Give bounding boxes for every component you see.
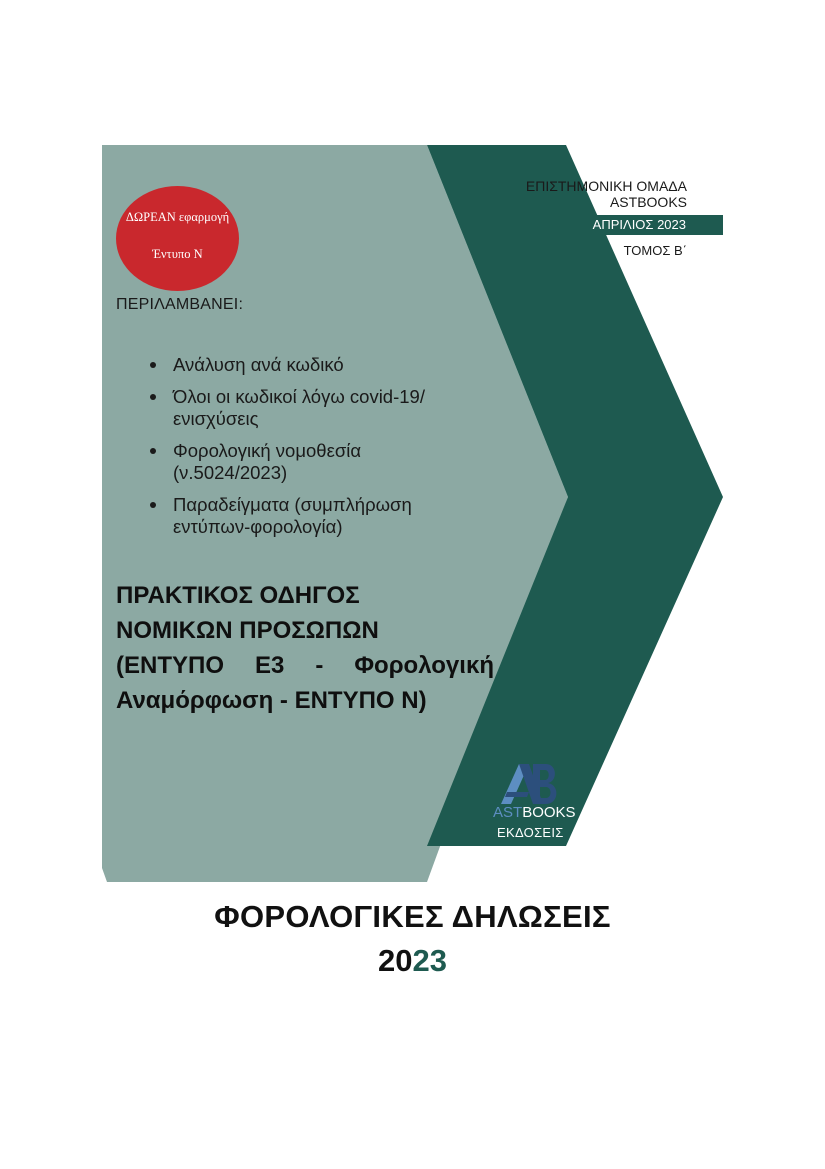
includes-heading: ΠΕΡΙΛΑΜΒΑΝΕΙ: bbox=[116, 296, 244, 313]
contents-list bbox=[150, 354, 480, 548]
badge-line-1: ΔΩΡΕΑΝ εφαρμογή bbox=[125, 210, 230, 224]
publisher-name-part-2: BOOKS bbox=[522, 804, 576, 821]
publisher-name-part-1: AST bbox=[493, 804, 523, 821]
edition-date: ΑΠΡΙΛΙΟΣ 2023 bbox=[592, 217, 686, 232]
guide-title-line-1: ΠΡΑΚΤΙΚΟΣ ΟΔΗΓΟΣ bbox=[116, 582, 360, 609]
date-strip bbox=[535, 215, 723, 235]
year-part-2: 23 bbox=[412, 943, 447, 978]
main-title: ΦΟΡΟΛΟΓΙΚΕΣ ΔΗΛΩΣΕΙΣ bbox=[214, 899, 611, 934]
guide-title-line-3: (ΕΝΤΥΠΟ Ε3 - Φορολογική bbox=[116, 652, 494, 679]
free-app-badge bbox=[116, 186, 239, 291]
year-title bbox=[0, 943, 825, 979]
list-item-line: Όλοι οι κωδικοί λόγω covid-19/ bbox=[173, 386, 425, 407]
list-item bbox=[150, 440, 480, 484]
list-item-line: (ν.5024/2023) bbox=[173, 462, 288, 483]
publisher-label: ΕΚΔΟΣΕΙΣ bbox=[497, 825, 564, 840]
list-item-line: Ανάλυση ανά κωδικό bbox=[173, 354, 344, 375]
volume-label: ΤΟΜΟΣ Β΄ bbox=[623, 243, 687, 258]
list-item-line: Παραδείγματα (συμπλήρωση bbox=[173, 494, 412, 515]
guide-title-line-4: Αναμόρφωση - ΕΝΤΥΠΟ Ν) bbox=[116, 687, 427, 714]
list-item bbox=[150, 386, 480, 430]
list-item-line: ενισχύσεις bbox=[173, 408, 259, 429]
list-item-line: εντύπων-φορολογία) bbox=[173, 516, 343, 537]
year-part-1: 20 bbox=[378, 943, 413, 978]
publisher-name bbox=[493, 804, 576, 821]
list-item bbox=[150, 494, 480, 538]
badge-line-2: Έντυπο Ν bbox=[152, 247, 203, 261]
author-team bbox=[470, 178, 687, 210]
list-item-line: Φορολογική νομοθεσία bbox=[173, 440, 362, 461]
team-line-2: ASTBOOKS bbox=[609, 194, 687, 210]
guide-title-line-2: ΝΟΜΙΚΩΝ ΠΡΟΣΩΠΩΝ bbox=[116, 617, 379, 644]
astbooks-logo-icon bbox=[499, 762, 561, 806]
list-item bbox=[150, 354, 480, 376]
guide-title bbox=[116, 578, 494, 718]
team-line-1: ΕΠΙΣΤΗΜΟΝΙΚΗ ΟΜΑΔΑ bbox=[525, 178, 687, 194]
